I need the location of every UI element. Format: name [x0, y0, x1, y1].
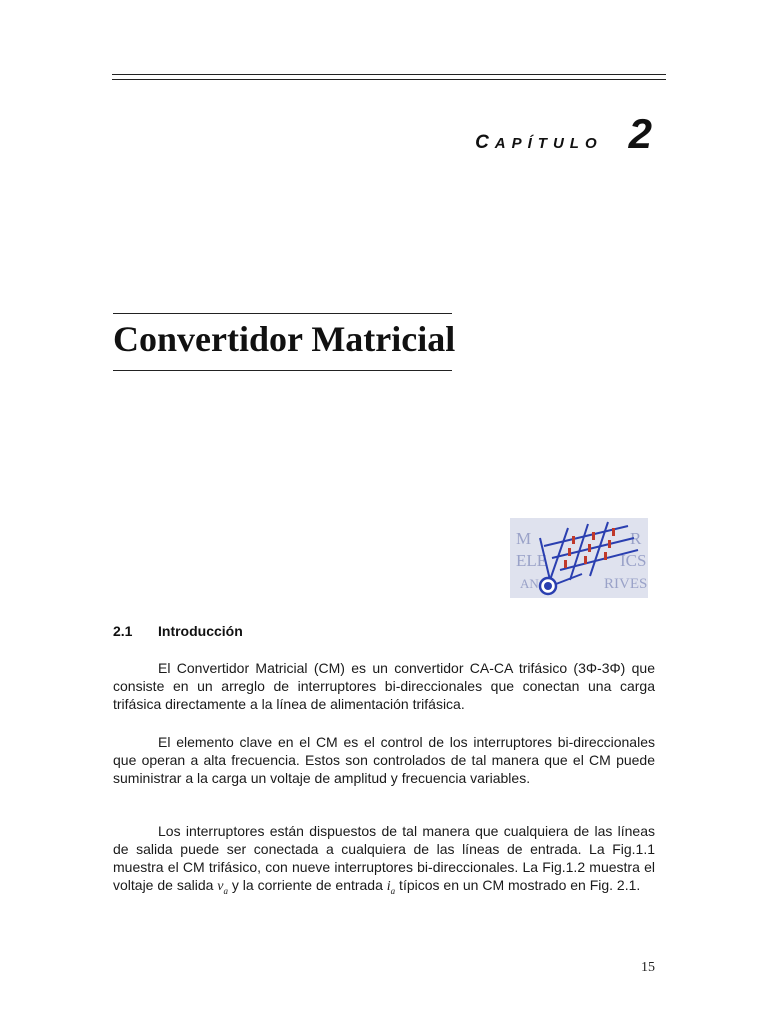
header-rule-bottom	[112, 79, 666, 80]
chapter-word: CAPÍTULO	[475, 132, 603, 153]
svg-text:AN: AN	[520, 576, 539, 591]
svg-text:M: M	[516, 529, 532, 548]
chapter-heading	[475, 110, 652, 158]
title-rule-bottom	[113, 370, 452, 371]
page-number: 15	[641, 960, 655, 975]
paragraph-2: El elemento clave en el CM es el control de los interruptores bi-direccionales que operan a alta frecuencia. Estos son controlados de tal manera que el CM puede suministrar a la carga un voltaje de amplitud y frecuencia variables.	[113, 734, 655, 786]
paragraph-1: El Convertidor Matricial (CM) es un convertidor CA-CA trifásico (3Φ-3Φ) que consiste en un arreglo de interruptores bi-direccionales que conectan una carga trifásica directamente a la línea de alimentación trifásica.	[113, 660, 655, 712]
svg-text:RIVES: RIVES	[604, 576, 648, 592]
title-rule-top	[113, 313, 452, 314]
svg-text:ELE: ELE	[516, 551, 548, 570]
section-title: Introducción	[158, 623, 243, 639]
header-rule-top	[112, 74, 666, 75]
logo-graphic	[510, 518, 648, 598]
svg-text:ICS: ICS	[620, 551, 647, 570]
chapter-number: 2	[628, 110, 652, 157]
section-heading	[113, 623, 243, 639]
chapter-title: Convertidor Matricial	[113, 319, 456, 359]
section-number: 2.1	[113, 623, 133, 639]
matrix-converter-logo	[510, 518, 648, 598]
input-current-symbol: $i_a$	[386, 879, 396, 896]
output-voltage-symbol: $v_a$	[217, 879, 229, 896]
paragraph-3: Los interruptores están dispuestos de tal manera que cualquiera de las líneas de salida puede ser conectada a cualquiera de las líneas de entrada. La Fig.1.1 muestra el CM trifásico, con nueve interruptores bi-direccionales. La Fig.1.2 muestra el voltaje de salida $v_a$ y la corriente de entrada $i_a$ típicos en un CM mostrado en Fig. 2.1.	[113, 823, 655, 896]
svg-text:R: R	[630, 529, 642, 548]
